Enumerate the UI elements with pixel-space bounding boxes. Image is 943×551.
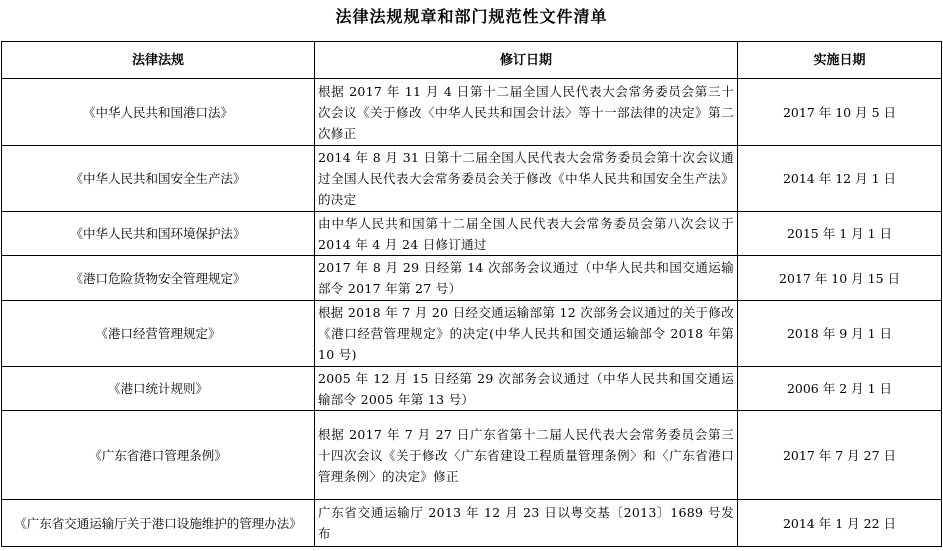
table-row [2,301,942,367]
law-name: 《中华人民共和国安全生产法》 [2,146,315,212]
revision-info: 2005 年 12 月 15 日经第 29 次部务会议通过（中华人民共和国交通运输部令 2005 年第 13 号） [315,367,738,411]
revision-info: 根据 2017 年 7 月 27 日广东省第十二届人民代表大会常务委员会第三十四次会议《关于修改〈广东省建设工程质量管理条例〉和〈广东省港口管理条例〉的决定》修正 [315,411,738,500]
effective-date: 2017 年 7 月 27 日 [738,411,942,500]
table-row [2,500,942,547]
revision-info: 2014 年 8 月 31 日第十二届全国人民代表大会常务委员会第十次会议通过全国人民代表大会常务委员会关于修改《中华人民共和国安全生产法》的决定 [315,146,738,212]
revision-info: 2017 年 8 月 29 日经第 14 次部务会议通过（中华人民共和国交通运输部令 2017 年第 27 号） [315,256,738,301]
law-name: 《港口危险货物安全管理规定》 [2,256,315,301]
law-name: 《广东省交通运输厅关于港口设施维护的管理办法》 [2,500,315,547]
table-row [2,367,942,411]
header-revision-date: 修订日期 [315,42,738,79]
table-row [2,256,942,301]
header-effective-date: 实施日期 [738,42,942,79]
law-name: 《中华人民共和国环境保护法》 [2,212,315,256]
header-law: 法律法规 [2,42,315,79]
law-name: 《港口统计规则》 [2,367,315,411]
table-row [2,212,942,256]
revision-info: 广东省交通运输厅 2013 年 12 月 23 日以粤交基〔2013〕1689 号发布 [315,500,738,547]
law-name: 《港口经营管理规定》 [2,301,315,367]
revision-info: 根据 2017 年 11 月 4 日第十二届全国人民代表大会常务委员会第三十次会议《关于修改〈中华人民共和国会计法〉等十一部法律的决定》第二次修正 [315,79,738,146]
effective-date: 2017 年 10 月 5 日 [738,79,942,146]
law-name: 《中华人民共和国港口法》 [2,79,315,146]
effective-date: 2015 年 1 月 1 日 [738,212,942,256]
table-row [2,146,942,212]
effective-date: 2014 年 1 月 22 日 [738,500,942,547]
table-row [2,79,942,146]
effective-date: 2018 年 9 月 1 日 [738,301,942,367]
effective-date: 2014 年 12 月 1 日 [738,146,942,212]
table-row [2,411,942,500]
revision-info: 根据 2018 年 7 月 20 日经交通运输部第 12 次部务会议通过的关于修改《港口经营管理规定》的决定(中华人民共和国交通运输部令 2018 年第 10 号) [315,301,738,367]
law-name: 《广东省港口管理条例》 [2,411,315,500]
effective-date: 2017 年 10 月 15 日 [738,256,942,301]
regulations-table [1,41,942,547]
revision-info: 由中华人民共和国第十二届全国人民代表大会常务委员会第八次会议于 2014 年 4 月 24 日修订通过 [315,212,738,256]
table-header-row [2,42,942,79]
effective-date: 2006 年 2 月 1 日 [738,367,942,411]
document-title: 法律法规规章和部门规范性文件清单 [335,7,608,26]
